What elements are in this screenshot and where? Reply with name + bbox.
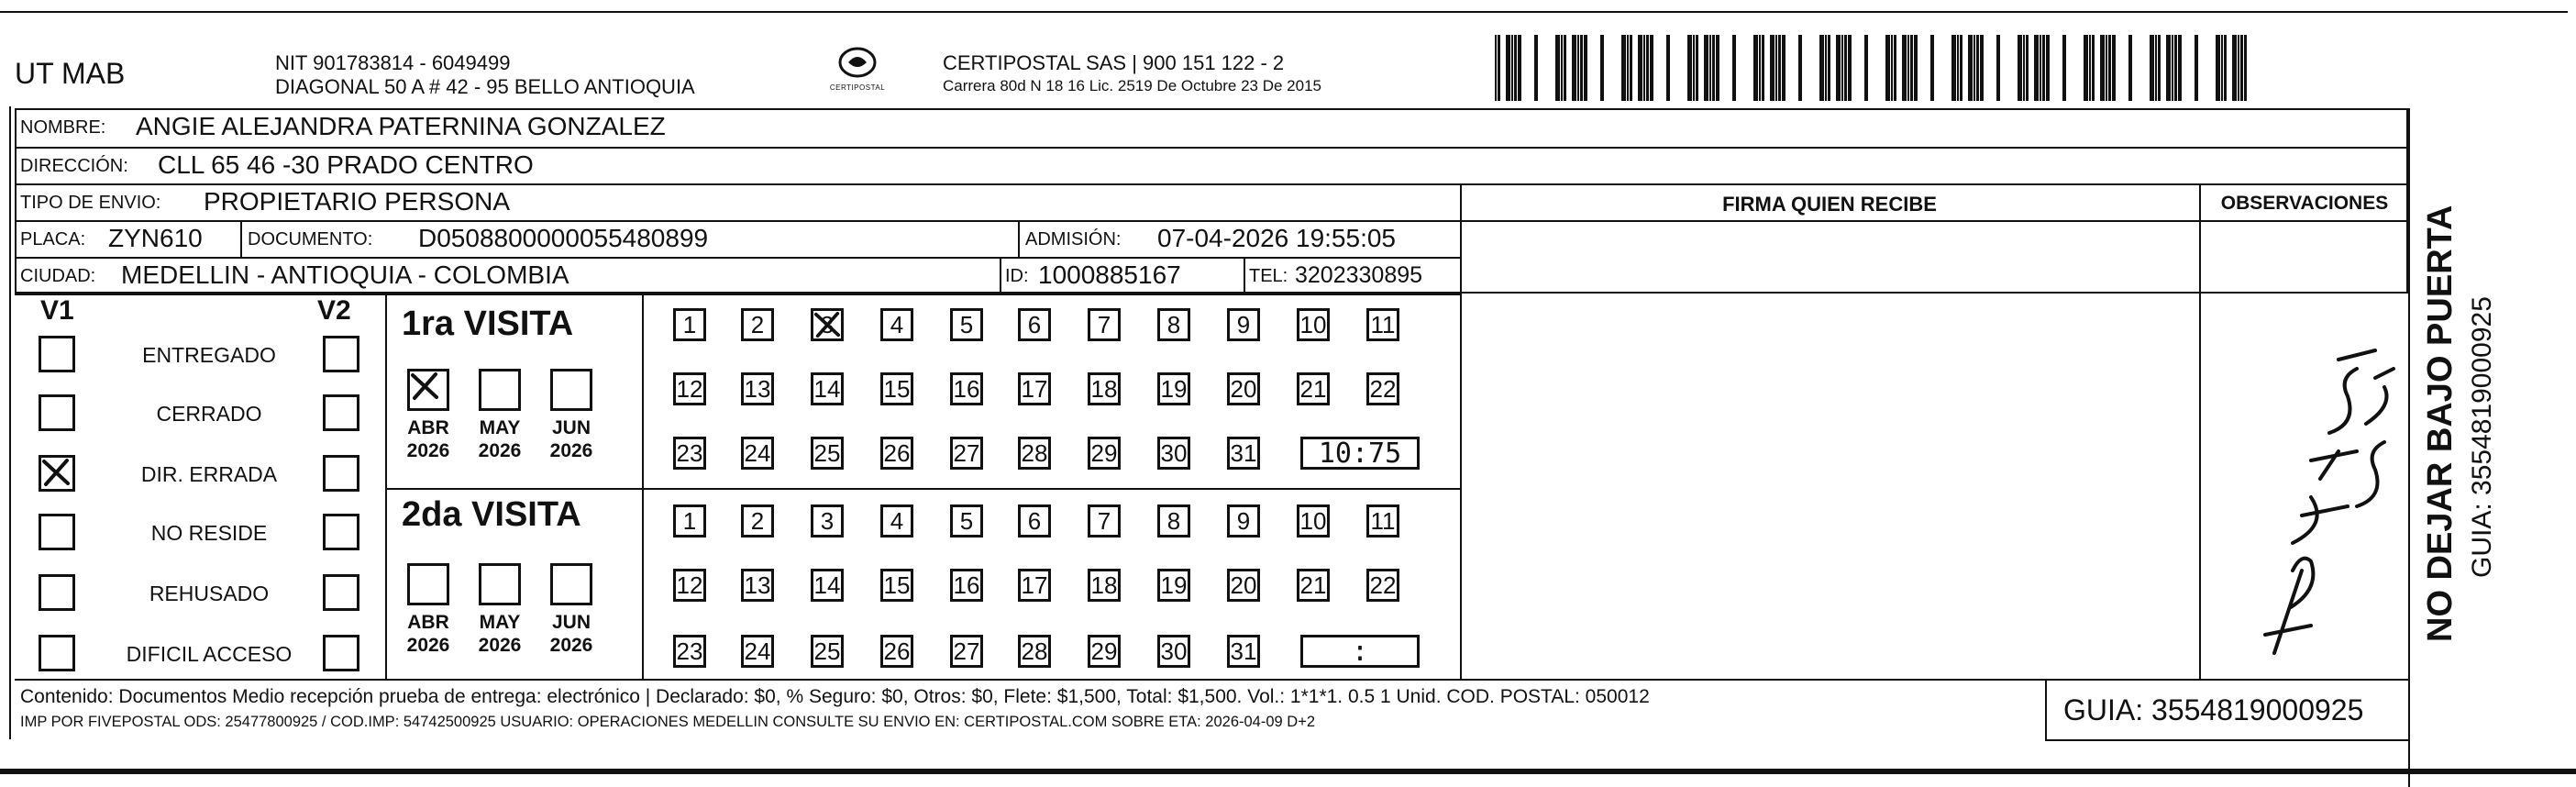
status-label: NO RESIDE	[150, 521, 268, 545]
direccion-value: CLL 65 46 -30 PRADO CENTRO	[158, 150, 534, 179]
footer-contenido: Contenido: Documentos Medio recepción prueba de entrega: electrónico | Declarado: $0, % Seguro: $0, Otros: $0, Flete: $1,500, Total: $1,500. Vol.: 1*1*1. 0.5 1 Unid. COD. POSTAL: 050012	[20, 686, 1650, 707]
day-box[interactable]: 2	[741, 308, 774, 341]
v1-checkbox[interactable]	[39, 635, 75, 671]
time-box[interactable]: :	[1300, 635, 1420, 668]
second-visit-title: 2da VISITA	[402, 495, 581, 534]
documento-label: DOCUMENTO:	[248, 229, 373, 249]
day-box[interactable]: 8	[1157, 308, 1190, 341]
v1-checkbox[interactable]	[39, 336, 75, 372]
day-box[interactable]: 3	[811, 308, 844, 341]
v1-header: V1	[40, 295, 74, 326]
month-label: ABR 2026	[406, 612, 450, 656]
footer-imp: IMP POR FIVEPOSTAL ODS: 25477800925 / COD.IMP: 54742500925 USUARIO: OPERACIONES MEDELLIN CONSULTE SU ENVIO EN: CERTIPOSTAL.COM SOBRE ETA: 2026-04-09 D+2	[20, 714, 1316, 730]
day-box[interactable]: 31	[1227, 437, 1260, 470]
carrier-name: CERTIPOSTAL SAS | 900 151 122 - 2	[943, 51, 1285, 74]
day-box[interactable]: 8	[1157, 504, 1190, 538]
day-box[interactable]: 10	[1297, 308, 1330, 341]
v2-checkbox[interactable]	[323, 574, 359, 611]
company-name: UT MAB	[15, 57, 126, 90]
day-box[interactable]: 4	[880, 504, 913, 538]
documento-value: D0508800000055480899	[418, 224, 709, 252]
tel-value: 3202330895	[1295, 262, 1423, 288]
month-checkbox[interactable]	[479, 563, 521, 605]
month-label: JUN 2026	[549, 612, 593, 656]
top-border	[0, 11, 2568, 13]
day-box[interactable]: 20	[1227, 372, 1260, 405]
month-checkbox[interactable]	[550, 369, 592, 411]
day-box[interactable]: 30	[1157, 437, 1190, 470]
id-label: ID:	[1005, 266, 1029, 286]
v2-checkbox[interactable]	[323, 514, 359, 550]
nombre-label: NOMBRE:	[20, 117, 106, 138]
v1-checkbox[interactable]	[39, 455, 75, 492]
day-box[interactable]: 21	[1297, 372, 1330, 405]
day-box[interactable]: 21	[1297, 569, 1330, 602]
id-value: 1000885167	[1038, 260, 1181, 289]
tel-label: TEL:	[1249, 266, 1288, 286]
month-checkbox[interactable]	[479, 369, 521, 411]
day-box[interactable]: 22	[1366, 569, 1399, 602]
v2-checkbox[interactable]	[323, 455, 359, 492]
time-box[interactable]: 10:75	[1300, 437, 1420, 470]
placa-value: ZYN610	[108, 224, 203, 252]
status-label: CERRADO	[156, 402, 262, 426]
month-label: MAY 2026	[478, 417, 522, 461]
carrier-license: Carrera 80d N 18 16 Lic. 2519 De Octubre 23 De 2015	[943, 77, 1321, 94]
day-box[interactable]: 11	[1366, 504, 1399, 538]
day-box[interactable]: 12	[673, 372, 706, 405]
day-box[interactable]: 17	[1018, 372, 1051, 405]
day-box[interactable]: 6	[1018, 504, 1051, 538]
first-visit-title: 1ra VISITA	[402, 305, 574, 343]
day-box[interactable]: 20	[1227, 569, 1260, 602]
day-box[interactable]: 1	[673, 504, 706, 538]
day-box[interactable]: 18	[1088, 569, 1121, 602]
ciudad-label: CIUDAD:	[20, 266, 96, 286]
v1-checkbox[interactable]	[39, 394, 75, 431]
signature-area	[1462, 222, 2199, 679]
day-box[interactable]: 26	[880, 635, 913, 668]
month-checkbox[interactable]	[550, 563, 592, 605]
v1-checkbox[interactable]	[39, 514, 75, 550]
day-box[interactable]: 13	[741, 569, 774, 602]
day-box[interactable]: 24	[741, 635, 774, 668]
status-label: ENTREGADO	[142, 343, 276, 367]
day-box[interactable]: 5	[950, 504, 983, 538]
left-border	[9, 106, 11, 739]
day-box[interactable]: 25	[811, 635, 844, 668]
day-box[interactable]: 29	[1088, 635, 1121, 668]
day-box[interactable]: 16	[950, 372, 983, 405]
day-box[interactable]: 29	[1088, 437, 1121, 470]
v2-header: V2	[317, 295, 351, 326]
month-label: ABR 2026	[406, 417, 450, 461]
day-box[interactable]: 6	[1018, 308, 1051, 341]
certipostal-logo: CERTIPOSTAL	[816, 46, 899, 99]
day-box[interactable]: 27	[950, 437, 983, 470]
day-box[interactable]: 30	[1157, 635, 1190, 668]
status-label: REHUSADO	[149, 582, 270, 605]
nombre-value: ANGIE ALEJANDRA PATERNINA GONZALEZ	[136, 112, 666, 140]
bottom-border	[0, 769, 2576, 774]
day-box[interactable]: 28	[1018, 635, 1051, 668]
side-guia: GUIA: 3554819000925	[2467, 296, 2497, 578]
day-box[interactable]: 9	[1227, 308, 1260, 341]
day-box[interactable]: 10	[1297, 504, 1330, 538]
day-box[interactable]: 14	[811, 569, 844, 602]
barcode	[1495, 35, 2247, 101]
footer-guia: GUIA: 3554819000925	[2063, 693, 2364, 726]
day-box[interactable]: 15	[880, 372, 913, 405]
placa-label: PLACA:	[20, 229, 86, 249]
day-box[interactable]: 5	[950, 308, 983, 341]
day-box[interactable]: 26	[880, 437, 913, 470]
tipo-envio-value: PROPIETARIO PERSONA	[204, 187, 510, 216]
status-label: DIFICIL ACCESO	[126, 642, 293, 666]
v2-checkbox[interactable]	[323, 394, 359, 431]
admision-label: ADMISIÓN:	[1025, 229, 1122, 249]
status-label: DIR. ERRADA	[140, 462, 278, 486]
day-box[interactable]: 23	[673, 635, 706, 668]
day-box[interactable]: 27	[950, 635, 983, 668]
no-dejar-bajo-puerta: NO DEJAR BAJO PUERTA	[2421, 205, 2460, 642]
day-box[interactable]: 16	[950, 569, 983, 602]
firma-header: FIRMA QUIEN RECIBE	[1722, 193, 1937, 216]
direccion-label: DIRECCIÓN:	[20, 156, 128, 176]
day-box[interactable]: 4	[880, 308, 913, 341]
day-box[interactable]: 31	[1227, 635, 1260, 668]
day-box[interactable]: 22	[1366, 372, 1399, 405]
day-box[interactable]: 24	[741, 437, 774, 470]
month-label: MAY 2026	[478, 612, 522, 656]
day-box[interactable]: 2	[741, 504, 774, 538]
month-checkbox[interactable]	[407, 563, 449, 605]
day-box[interactable]: 12	[673, 569, 706, 602]
company-address: DIAGONAL 50 A # 42 - 95 BELLO ANTIOQUIA	[275, 75, 695, 98]
month-label: JUN 2026	[549, 417, 593, 461]
day-box[interactable]: 23	[673, 437, 706, 470]
month-checkbox[interactable]	[407, 369, 449, 411]
day-box[interactable]: 9	[1227, 504, 1260, 538]
day-box[interactable]: 1	[673, 308, 706, 341]
v2-checkbox[interactable]	[323, 635, 359, 671]
ciudad-value: MEDELLIN - ANTIOQUIA - COLOMBIA	[121, 260, 569, 289]
day-box[interactable]: 15	[880, 569, 913, 602]
day-box[interactable]: 7	[1088, 504, 1121, 538]
day-box[interactable]: 14	[811, 372, 844, 405]
day-box[interactable]: 7	[1088, 308, 1121, 341]
day-box[interactable]: 18	[1088, 372, 1121, 405]
day-box[interactable]: 17	[1018, 569, 1051, 602]
day-box[interactable]: 28	[1018, 437, 1051, 470]
tipo-envio-label: TIPO DE ENVIO:	[20, 193, 161, 213]
day-box[interactable]: 19	[1157, 372, 1190, 405]
v2-checkbox[interactable]	[323, 336, 359, 372]
nit: NIT 901783814 - 6049499	[275, 51, 511, 74]
day-box[interactable]: 13	[741, 372, 774, 405]
observaciones-header: OBSERVACIONES	[2220, 193, 2389, 214]
day-box[interactable]: 25	[811, 437, 844, 470]
admision-value: 07-04-2026 19:55:05	[1157, 224, 1396, 252]
handwritten-observation	[2201, 222, 2408, 679]
day-box[interactable]: 19	[1157, 569, 1190, 602]
day-box[interactable]: 11	[1366, 308, 1399, 341]
day-box[interactable]: 3	[811, 504, 844, 538]
v1-checkbox[interactable]	[39, 574, 75, 611]
